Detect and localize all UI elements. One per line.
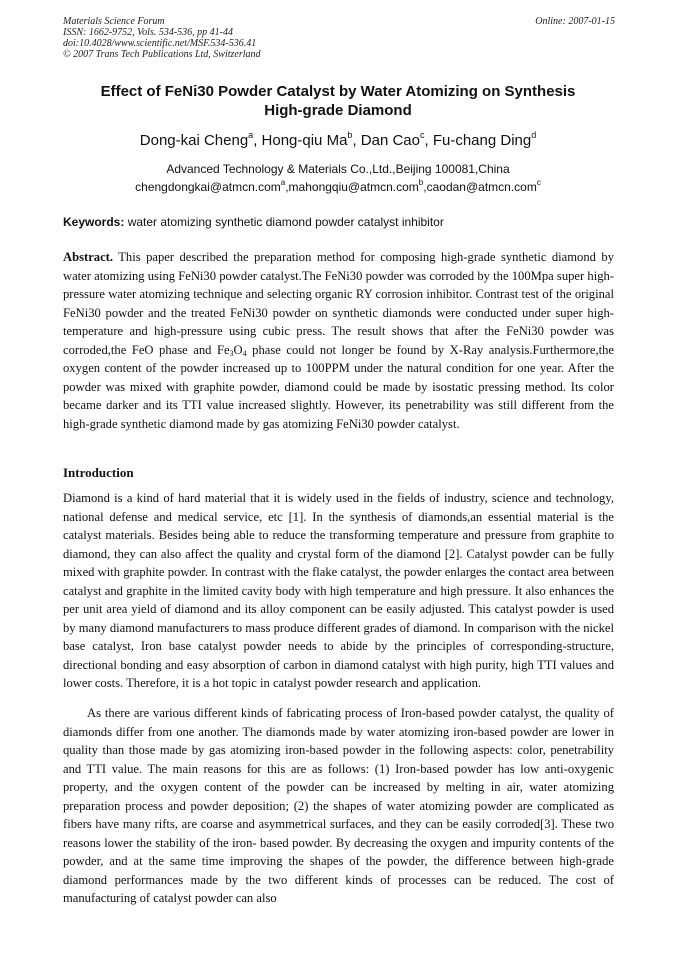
- copyright-line: © 2007 Trans Tech Publications Ltd, Switzerland: [63, 49, 261, 60]
- subscript: 4: [242, 348, 247, 358]
- email-list: chengdongkai@atmcn.com$^a$,mahongqiu@atmcn.com$^b$,caodan@atmcn.com$^c$: [135, 178, 541, 194]
- paper-title: [63, 82, 613, 120]
- author-name: Dong-kai Cheng: [139, 132, 249, 149]
- author-affil-mark: b: [347, 130, 353, 140]
- title-line-1: Effect of FeNi30 Powder Catalyst by Water Atomizing on Synthesis: [100, 83, 576, 100]
- abstract-text: This paper described the preparation method for composing high-grade synthetic diamond by water atomizing using FeNi30 powder catalyst.The FeNi30 powder was corroded by the 100Mpa super high-pressure water atomizing technique and selecting organic RY corrosion inhibitor. Contrast test of the original FeNi30 powder and the treated FeNi30 powder on synthetic diamonds were conducted under super high-temperature and high-pressure using cubic press. The result shows that after the FeNi30 powder was corroded,the FeO phase and Fe: [63, 250, 614, 357]
- online-date: Online: 2007-01-15: [535, 16, 615, 27]
- journal-header: [63, 16, 261, 60]
- intro-paragraph-1: Diamond is a kind of hard material that it is widely used in the fields of industry, science and technology, national defense and medical service, etc [1]. In the synthesis of diamonds,an essential material is the catalyst materials. Besides being able to reduce the transforming temperature and pressure from graphite to diamond, they can also affect the quality and crystal form of the diamond [2]. Catalyst powder can be fully mixed with graphite powder. In contrast with the flake catalyst, the powder enlarges the contact area between catalyst and graphite in the limited cavity body with high temperature and high pressure. It also enhances the per unit area yield of diamond and its alloy component can be easily adjusted. This catalyst powder is used by many diamond manufacturers to mass produce different grades of diamond. In comparison with the nickel base catalyst, Iron base catalyst powder needs to abide by the principles of corresponding-structure, directional bonding and easy absorption of carbon in diamond catalyst with high purity, high TTI values and lower costs. Therefore, it is a hot topic in catalyst powder research and application.: [63, 491, 614, 690]
- keywords-label: Keywords:: [63, 215, 125, 229]
- keywords: [63, 213, 615, 231]
- author-affil-mark: c: [419, 130, 425, 140]
- issn-line: ISSN: 1662-9752, Vols. 534-536, pp 41-44: [63, 27, 233, 38]
- author-affil-mark: d: [531, 130, 537, 140]
- journal-name: Materials Science Forum: [63, 16, 165, 27]
- author-name: Fu-chang Ding: [432, 132, 532, 149]
- abstract-text: phase could not longer be found by X-Ray analysis.Furthermore,the oxygen content of the powder increased up to 100PPM under the natural condition for one year. After the powder was mixed with graphite powder, diamond could be made by isostatic pressing method. Its color became darker and its TTI value increased slightly. However, its penetrability was still different from the high-grade synthetic diamond made by gas atomizing FeNi30 powder catalyst.: [63, 342, 614, 431]
- subscript: 3: [229, 348, 234, 358]
- intro-paragraph-2: As there are various different kinds of fabricating process of Iron-based powder catalyst, the quality of diamonds differ from one another. The diamonds made by water atomizing iron-based powder are lower in quality than those made by gas atomizing iron-based powder in the following aspects: color, penetrability and TTI value. The main reasons for this are as follows: (1) Iron-based powder has low anti-oxygenic property, and the oxygen content of the powder can be increased by melting in air, water atomizing preparation process and powder deposition; (2) the shapes of water atomizing powder are complicated as fibers have many rifts, are coarse and asymmetrical surfaces, and they can be easily corroded[3]. These two reasons lower the stability of the iron- based powder. By decreasing the oxygen and impurity contents of the powder, and at the same time improving the shapes of the powder, the difference between high-grade diamond performances made by the two different kinds of processes can be reduced. The cost of manufacturing of catalyst powder can also: [63, 706, 614, 905]
- doi-line: doi:10.4028/www.scientific.net/MSF.534-536.41: [63, 38, 257, 49]
- email-mark: c: [536, 178, 541, 187]
- section-heading: Introduction: [63, 465, 134, 480]
- abstract-text: O: [233, 342, 243, 357]
- affiliation: Advanced Technology & Materials Co.,Ltd.,Beijing 100081,China: [166, 162, 510, 176]
- author-affil-mark: a: [248, 130, 254, 140]
- keywords-text: water atomizing synthetic diamond powder catalyst inhibitor: [124, 215, 444, 229]
- title-line-2: High-grade Diamond: [264, 102, 412, 119]
- author-name: Dan Cao: [360, 132, 420, 149]
- author-list: Dong-kai Cheng$^a$, Hong-qiu Ma$^b$, Dan Cao$^c$, Fu-chang Ding$^d$: [139, 130, 537, 149]
- email-address: caodan@atmcn.com: [426, 180, 537, 194]
- email-address: chengdongkai@atmcn.com: [135, 180, 281, 194]
- abstract: [63, 248, 614, 433]
- email-mark: b: [418, 178, 424, 187]
- email-mark: a: [280, 178, 286, 187]
- email-address: mahongqiu@atmcn.com: [288, 180, 419, 194]
- abstract-label: Abstract.: [63, 250, 114, 264]
- author-name: Hong-qiu Ma: [261, 132, 348, 149]
